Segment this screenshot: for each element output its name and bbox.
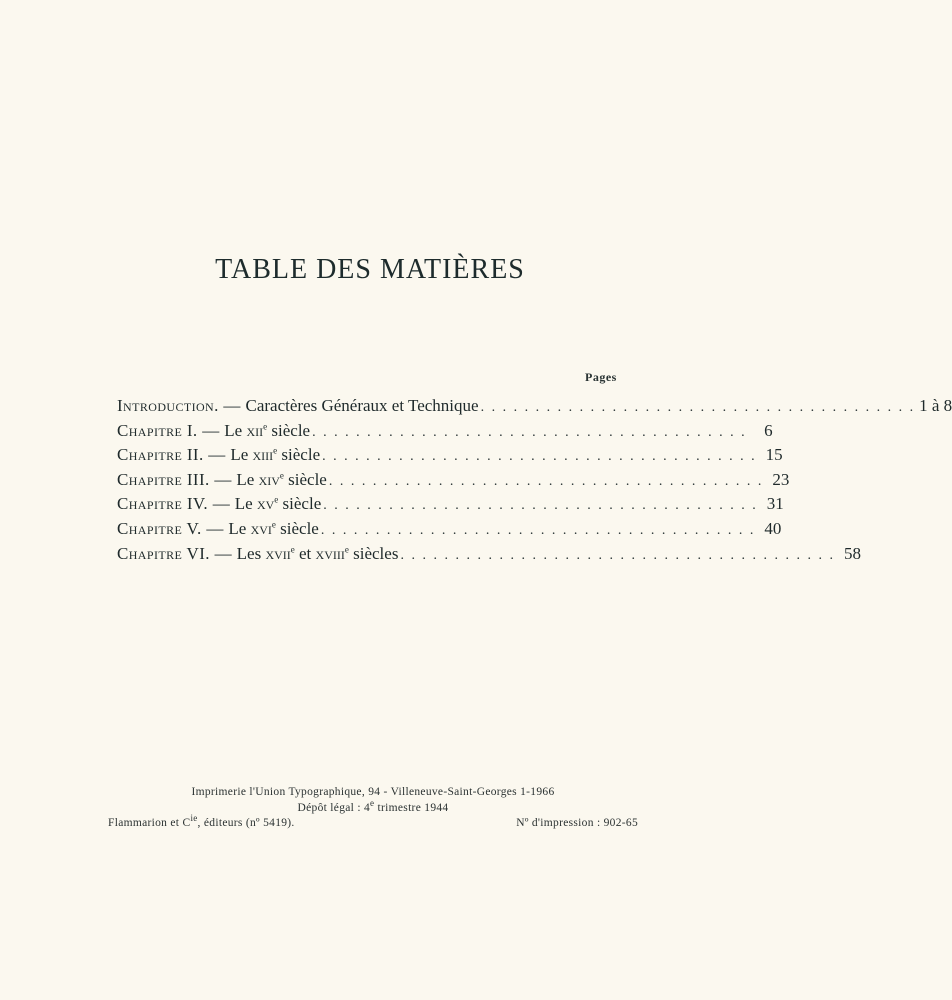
toc-entry-subject: siècle <box>278 494 322 514</box>
colophon-publisher <box>108 813 295 833</box>
century-numeral: xviii <box>315 543 345 563</box>
toc-entry-page: 15 <box>765 445 783 465</box>
toc-entry-subject: Le <box>236 469 259 489</box>
toc-entry-text <box>117 396 479 416</box>
toc-entry-subject: Le <box>234 494 257 514</box>
page-title: TABLE DES MATIÈRES <box>215 254 525 285</box>
table-of-contents <box>117 396 952 568</box>
toc-entry-chapitre-4 <box>117 494 784 519</box>
colophon-legal-deposit-text: trimestre 1944 <box>374 801 449 814</box>
century-numeral: xvi <box>250 518 272 538</box>
leader-dots: . . . . . . . . . . . . . . . . . . . . . . . . . . . . . . . . . . . . . . . . <box>323 498 758 514</box>
leader-dots: . . . . . . . . . . . . . . . . . . . . . . . . . . . . . . . . . . . . . . . . <box>312 424 747 440</box>
century-suffix: e <box>263 420 268 431</box>
toc-entry-subject: siècles <box>348 543 399 563</box>
toc-entry-subject: Le <box>230 445 253 465</box>
toc-entry-subject: siècle <box>277 445 321 465</box>
toc-entry-chapitre-6 <box>117 543 861 569</box>
leader-dots: . . . . . . . . . . . . . . . . . . . . . . . . . . . . . . . . . . . . . . . . <box>328 473 764 489</box>
toc-entry-subject: Les <box>236 543 266 563</box>
toc-entry-subject: et <box>294 543 316 563</box>
toc-entry-chapitre-3 <box>117 469 790 495</box>
toc-entry-chapitre-5 <box>117 518 782 544</box>
century-suffix: e <box>271 519 276 530</box>
leader-dots: . . . . . . . . . . . . . . . . . . . . . . . . . . . . . . . . . . . . . . . . <box>322 449 757 465</box>
toc-entry-subject: Le <box>228 518 251 538</box>
toc-entry-text <box>117 445 320 465</box>
toc-entry-subject: siècle <box>275 518 319 538</box>
colophon-publisher-suffix: ie <box>190 813 198 824</box>
printer-colophon <box>108 786 638 833</box>
colophon-legal-deposit-text: Dépôt légal : 4 <box>297 801 371 814</box>
century-suffix: e <box>290 543 295 554</box>
toc-entry-chapitre-2 <box>117 445 783 470</box>
toc-entry-text <box>117 470 327 490</box>
leader-dots: . . . . . . . . . . . . . . . . . . . . . . . . . . . . . . . . . . . . . . . . <box>400 547 835 563</box>
toc-entry-label: Chapitre IV. — <box>117 494 235 514</box>
colophon-legal-deposit <box>108 797 638 818</box>
toc-entry-subject: siècle <box>283 469 327 489</box>
colophon-printer: Imprimerie l'Union Typographique, 94 - Villeneuve-Saint-Georges 1-1966 <box>191 786 555 798</box>
century-numeral: xv <box>256 494 275 514</box>
toc-entry-subject: Caractères Généraux et Technique <box>245 396 479 415</box>
century-numeral: xii <box>246 420 264 440</box>
toc-entry-subject: Le <box>224 420 247 440</box>
toc-entry-label: Chapitre I. — <box>117 420 225 440</box>
colophon-print-number: Nº d'impression : 902-65 <box>516 817 638 829</box>
toc-entry-page: 40 <box>764 518 782 538</box>
toc-entry-page: 1 à 8 <box>919 396 952 415</box>
century-numeral: xiii <box>252 445 274 465</box>
toc-entry-label: Chapitre II. — <box>117 445 231 465</box>
leader-dots: . . . . . . . . . . . . . . . . . . . . . . . . . . . . . . . . . . . . . . . . <box>480 400 916 415</box>
century-suffix: e <box>344 543 349 554</box>
colophon-publisher-text: Flammarion et C <box>108 817 191 829</box>
toc-entry-label: Chapitre III. — <box>117 469 237 489</box>
colophon-publisher-line <box>108 813 638 833</box>
leader-dots: . . . . . . . . . . . . . . . . . . . . . . . . . . . . . . . . . . . . . . . . <box>320 522 756 538</box>
century-suffix: e <box>273 445 278 456</box>
century-suffix: e <box>279 470 284 481</box>
toc-entry-label: Chapitre VI. — <box>117 543 237 563</box>
toc-entry-text <box>117 519 319 539</box>
toc-entry-page: 58 <box>843 543 861 563</box>
toc-entry-text <box>117 494 321 514</box>
century-numeral: xiv <box>258 469 280 489</box>
century-numeral: xvii <box>265 543 291 563</box>
pages-column-header: Pages <box>585 370 617 384</box>
toc-entry-label: Chapitre V. — <box>117 518 229 538</box>
toc-entry-page: 6 <box>764 420 773 440</box>
toc-entry-label: Introduction. — <box>117 396 246 415</box>
toc-entry-text <box>117 544 398 564</box>
colophon-publisher-text: , éditeurs (nº 5419). <box>197 817 295 829</box>
century-suffix: e <box>274 494 279 505</box>
toc-entry-text <box>117 421 310 441</box>
toc-entry-page: 31 <box>766 494 784 514</box>
toc-entry-introduction <box>117 396 952 421</box>
toc-entry-chapitre-1 <box>117 420 773 446</box>
colophon-legal-deposit-suffix: e <box>370 797 375 808</box>
toc-entry-subject: siècle <box>267 420 311 440</box>
toc-entry-page: 23 <box>772 469 790 489</box>
